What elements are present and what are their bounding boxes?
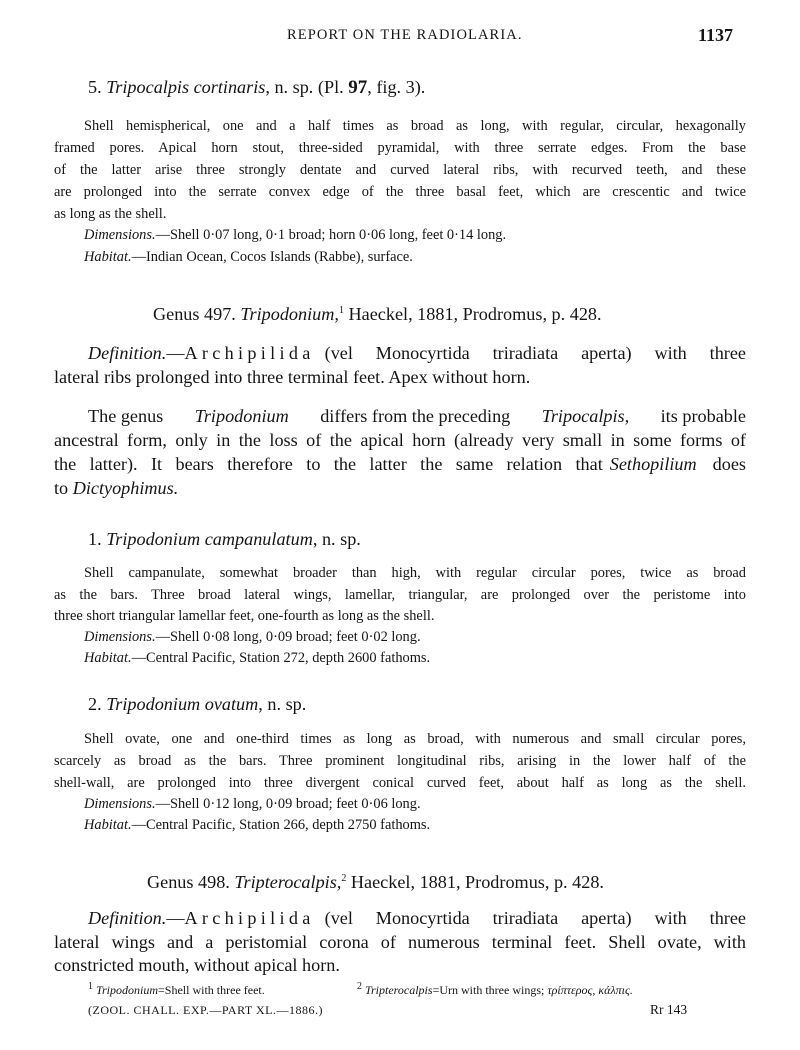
genus-name: Tripodonium, xyxy=(240,304,339,324)
page-number: 1137 xyxy=(698,25,734,45)
footnote-mark: 2 xyxy=(357,981,362,992)
genus-name-ref: Tripodonium xyxy=(194,406,289,426)
species-number: 1. xyxy=(88,529,102,549)
genus-498-heading xyxy=(147,872,604,893)
genus-name-ref: Sethopilium xyxy=(609,454,697,474)
sp5-dimensions xyxy=(84,227,506,244)
footnote-term: Tripodonium xyxy=(96,983,159,997)
tc1-line1: Shell campanulate, somewhat broader than high, with regular circular pores, twice as broad xyxy=(84,565,746,581)
tc2-line1: Shell ovate, one and one-third times as long as broad, with numerous and small circular pores, xyxy=(84,731,746,747)
footnote-term: Tripterocalpis xyxy=(365,983,433,997)
footnote-mark: 1 xyxy=(88,981,93,992)
species-name: Tripodonium campanulatum xyxy=(106,529,313,549)
family-name: Archipilida xyxy=(184,343,315,363)
tc1-dimensions xyxy=(84,629,421,646)
running-title: REPORT ON THE RADIOLARIA. xyxy=(287,27,523,43)
genus-498-definition-line1 xyxy=(88,908,746,929)
tc2-line2: scarcely as broad as the bars. Three prominent longitudinal ribs, arising in the lower half of the xyxy=(54,753,746,769)
dimensions-label: Dimensions. xyxy=(84,629,156,645)
genus-prefix: Genus 497. xyxy=(153,304,236,324)
genus-497-heading xyxy=(153,304,602,325)
tc1-line3: three short triangular lamellar feet, one-fourth as long as the shell. xyxy=(54,608,435,624)
tc1-line2: as the bars. Three broad lateral wings, lamellar, triangular, are prolonged over the peristome into xyxy=(54,587,746,603)
signature-mark: Rr 143 xyxy=(650,1002,688,1017)
genus-name: Tripterocalpis, xyxy=(234,872,342,892)
heading-suffix: , n. sp. (Pl. xyxy=(265,77,344,97)
sp5-line1: Shell hemispherical, one and a half times as broad as long, with regular, circular, hexagonally xyxy=(84,118,746,134)
genus-name-ref: Tripocalpis, xyxy=(541,406,630,426)
definition-rest: (vel Monocyrtida triradiata aperta) with three xyxy=(324,343,746,363)
footnote-ref-1: 1 xyxy=(338,304,344,316)
genus-497-para-line1 xyxy=(88,406,746,427)
definition-label: Definition. xyxy=(88,343,167,363)
genus-497-para-line4 xyxy=(54,478,178,499)
genus-name-ref: Dictyophimus. xyxy=(72,478,179,498)
tc2-habitat xyxy=(84,817,430,834)
definition-rest: (vel Monocyrtida triradiata aperta) with three xyxy=(324,908,746,928)
footnote-text: =Shell with three feet. xyxy=(158,983,265,997)
para-text: to xyxy=(54,478,69,498)
figure-ref: , fig. 3). xyxy=(367,77,426,97)
para-text: differs from the preceding xyxy=(320,406,511,426)
genus-498-definition-line2: lateral wings and a peristomial corona of numerous terminal feet. Shell ovate, with xyxy=(54,932,746,952)
genus-prefix: Genus 498. xyxy=(147,872,230,892)
footnote-text: =Urn with three wings; xyxy=(432,983,545,997)
tc1-habitat xyxy=(84,650,430,667)
habitat-text: —Central Pacific, Station 266, depth 2750 fathoms. xyxy=(131,817,431,833)
footnote-ref-2: 2 xyxy=(341,872,347,884)
family-name: Archipilida xyxy=(184,908,315,928)
definition-label: Definition. xyxy=(88,908,167,928)
genus-citation: Haeckel, 1881, Prodromus, p. 428. xyxy=(348,304,602,324)
genus-497-definition-line1 xyxy=(88,343,746,364)
tc2-line3: shell-wall, are prolonged into three divergent conical curved feet, about half as long as the shell. xyxy=(54,775,746,791)
imprint-line: (ZOOL. CHALL. EXP.—PART XL.—1886.) xyxy=(88,1003,323,1017)
habitat-label: Habitat. xyxy=(84,650,132,666)
species-number: 2. xyxy=(88,694,102,714)
footnote-1 xyxy=(88,983,265,998)
dimensions-text: —Shell 0·12 long, 0·09 broad; feet 0·06 long. xyxy=(155,796,421,812)
sp5-line4: are prolonged into the serrate convex edge of the three basal feet, which are crescentic and twice xyxy=(54,184,746,200)
genus-497-definition-line2: lateral ribs prolonged into three terminal feet. Apex without horn. xyxy=(54,367,531,387)
sp5-line5: as long as the shell. xyxy=(54,206,167,222)
species-5-heading xyxy=(88,77,425,99)
definition-dash: — xyxy=(166,343,185,363)
habitat-text: —Indian Ocean, Cocos Islands (Rabbe), surface. xyxy=(131,249,413,265)
habitat-text: —Central Pacific, Station 272, depth 2600 fathoms. xyxy=(131,650,431,666)
genus-497-para-line3 xyxy=(54,454,746,475)
dimensions-text: —Shell 0·07 long, 0·1 broad; horn 0·06 long, feet 0·14 long. xyxy=(155,227,507,243)
dimensions-label: Dimensions. xyxy=(84,227,156,243)
para-text: its probable xyxy=(660,406,746,426)
sp5-habitat xyxy=(84,249,413,266)
para-text: The genus xyxy=(88,406,164,426)
definition-dash: — xyxy=(166,908,185,928)
species-2-heading xyxy=(88,694,306,715)
habitat-label: Habitat. xyxy=(84,249,132,265)
species-1-heading xyxy=(88,529,361,550)
genus-497-para-line2: ancestral form, only in the loss of the apical horn (already very small in some forms of xyxy=(54,430,746,450)
heading-suffix: , n. sp. xyxy=(312,529,361,549)
tc2-dimensions xyxy=(84,796,421,813)
dimensions-label: Dimensions. xyxy=(84,796,156,812)
heading-suffix: , n. sp. xyxy=(258,694,307,714)
plate-number: 97 xyxy=(348,77,368,98)
sp5-line3: of the latter arise three strongly dentate and curved lateral ribs, with recurved teeth, and these xyxy=(54,162,746,178)
habitat-label: Habitat. xyxy=(84,817,132,833)
para-text: does xyxy=(712,454,746,474)
species-name: Tripodonium ovatum xyxy=(106,694,259,714)
para-text: the latter). It bears therefore to the latter the same relation that xyxy=(54,454,603,474)
species-name: Tripocalpis cortinaris xyxy=(106,77,266,97)
genus-citation: Haeckel, 1881, Prodromus, p. 428. xyxy=(350,872,604,892)
sp5-line2: framed pores. Apical horn stout, three-sided pyramidal, with three serrate edges. From the base xyxy=(54,140,746,156)
genus-498-definition-line3: constricted mouth, without apical horn. xyxy=(54,955,340,975)
dimensions-text: —Shell 0·08 long, 0·09 broad; feet 0·02 long. xyxy=(155,629,421,645)
footnote-greek: τρίπτερος, κάλπις. xyxy=(547,983,633,997)
species-number: 5. xyxy=(88,77,102,97)
footnote-2 xyxy=(357,983,633,998)
